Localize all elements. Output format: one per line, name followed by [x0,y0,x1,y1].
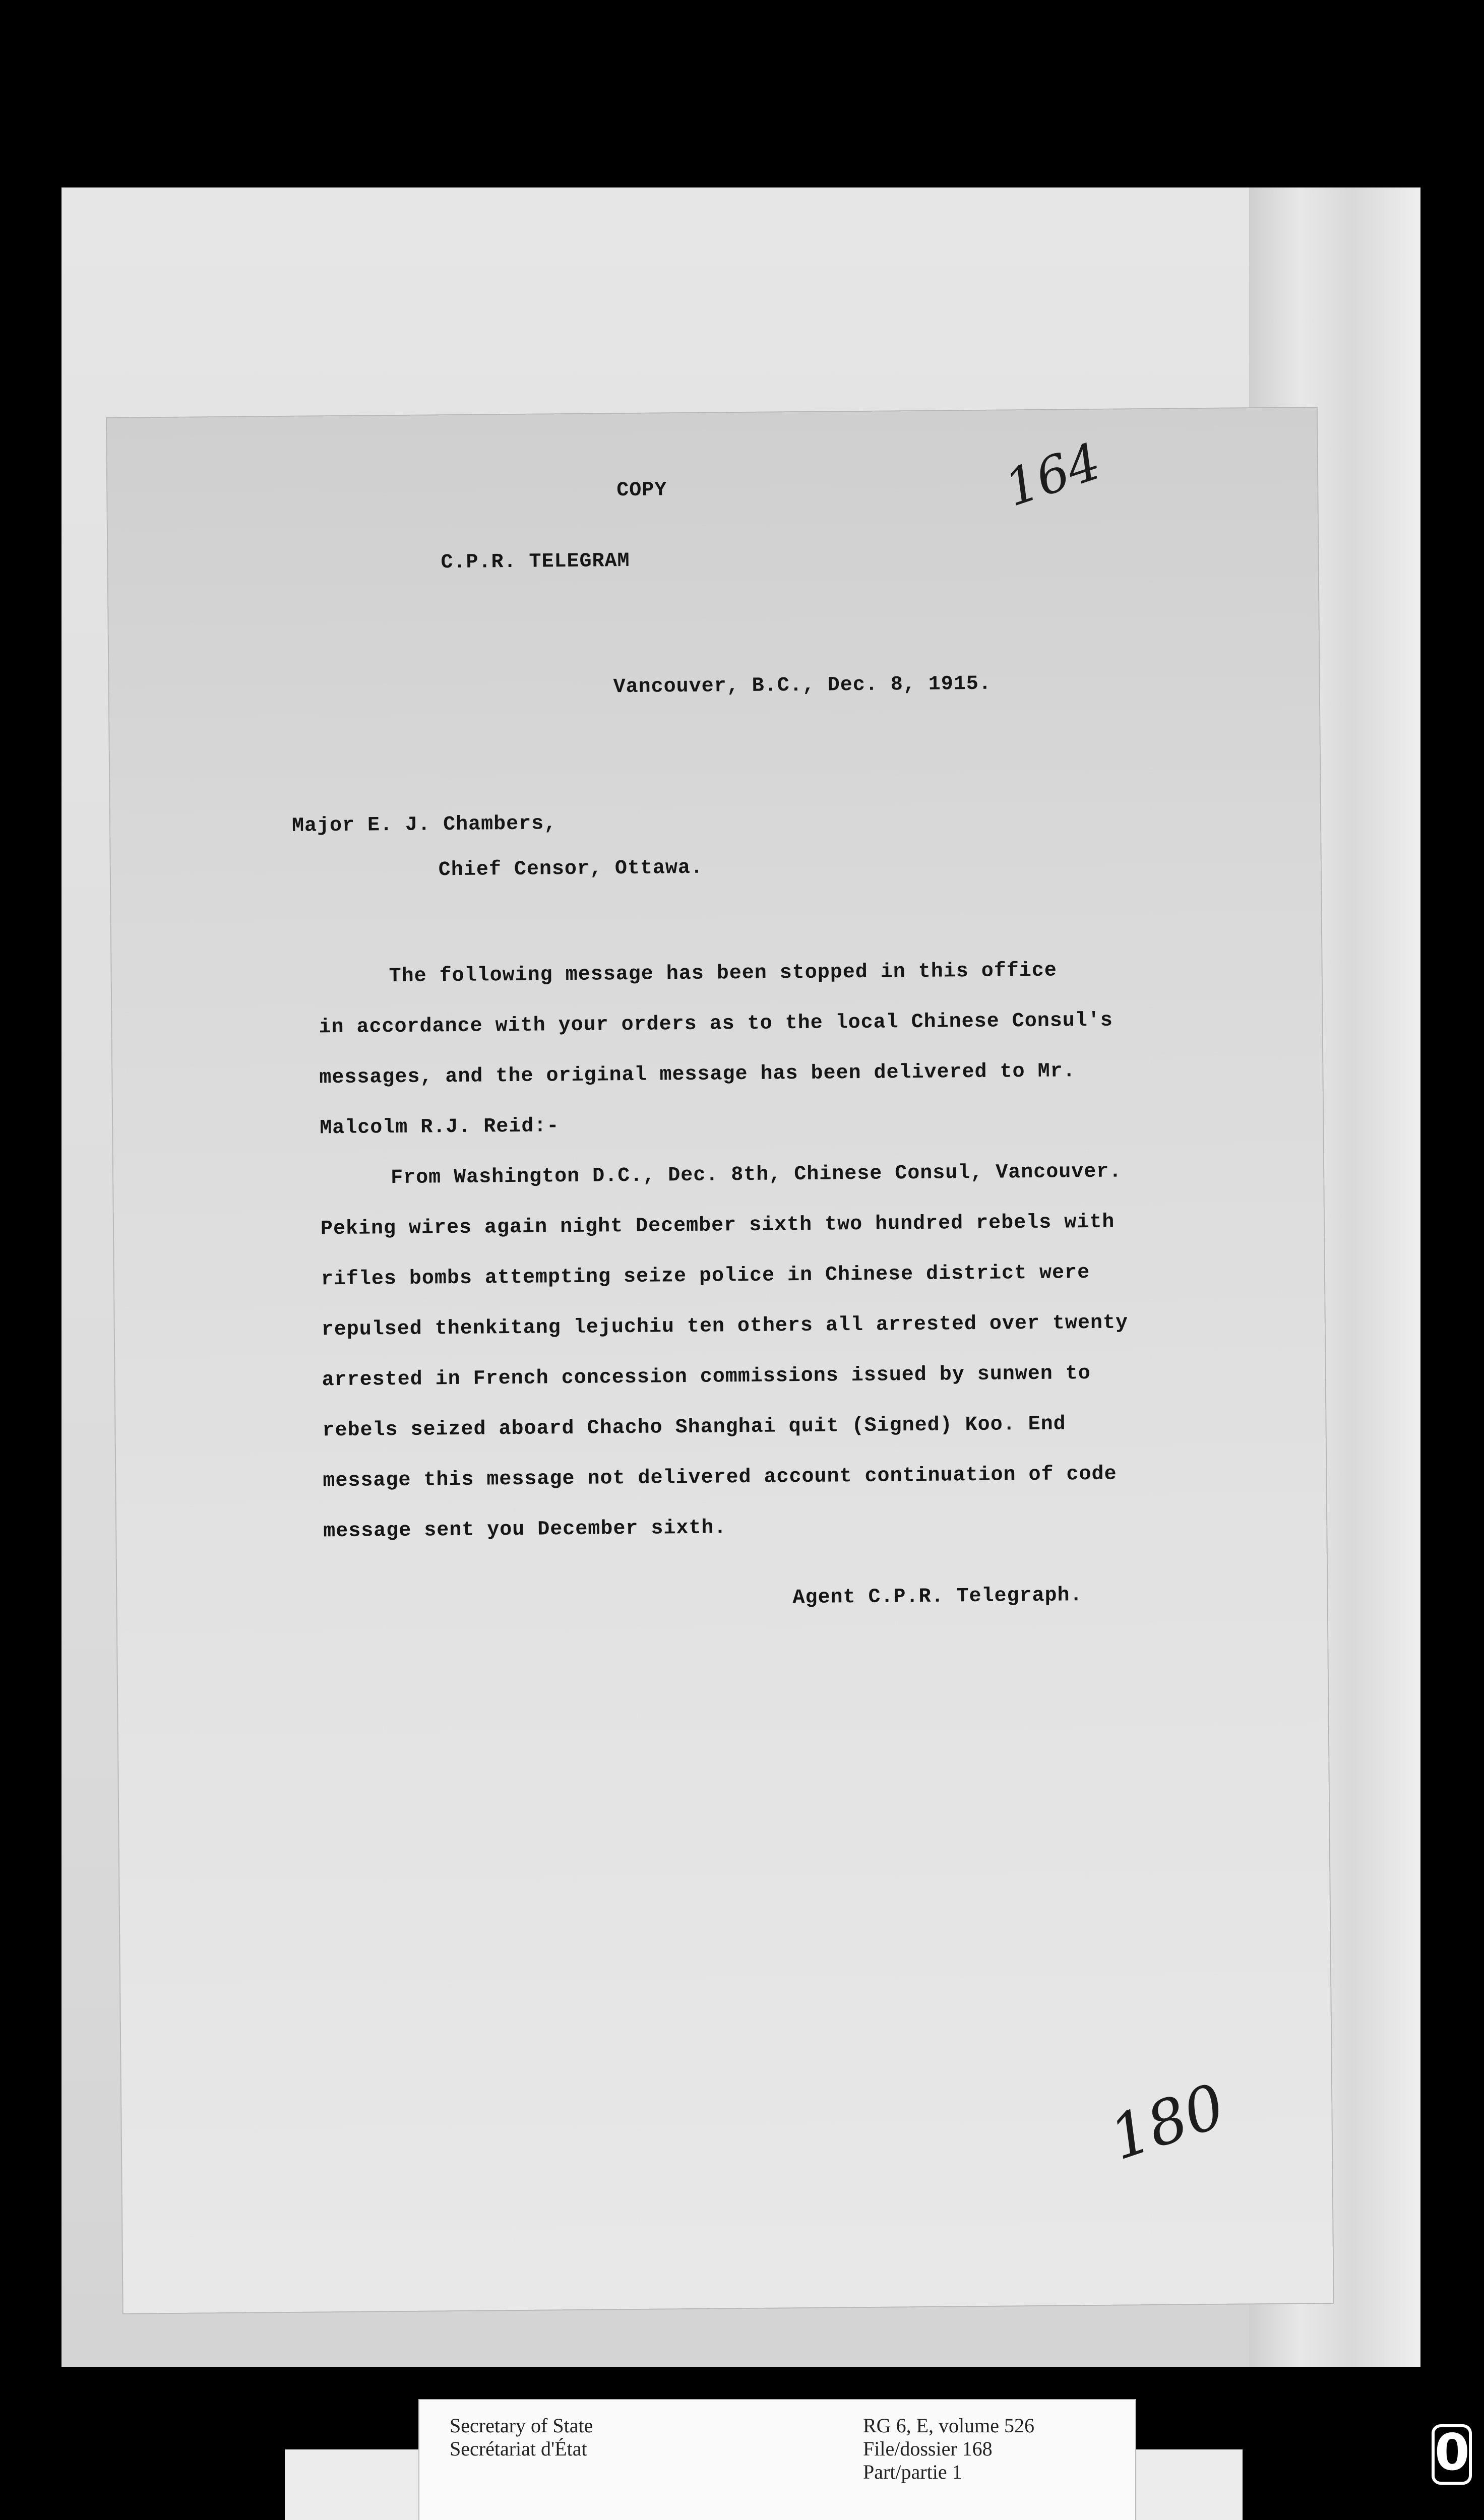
body-line: Malcolm R.J. Reid:- [320,1115,560,1140]
body-line: rebels seized aboard Chacho Shanghai quit (Signed) Koo. End [322,1413,1066,1442]
telegram-document [107,408,1333,2313]
body-line: message this message not delivered account continuation of code [323,1463,1117,1493]
file-dossier: File/dossier 168 [863,2437,993,2460]
body-line: messages, and the original message has been delivered to Mr. [319,1060,1076,1090]
record-group: RG 6, E, volume 526 [863,2414,1034,2437]
body-line: From Washington D.C., Dec. 8th, Chinese Consul, Vancouver. [390,1160,1122,1190]
addressee-name: Major E. J. Chambers, [291,812,557,838]
department-english: Secretary of State [450,2414,593,2437]
body-line: rifles bombs attempting seize police in Chinese district were [321,1262,1090,1291]
heading-copy: COPY [616,479,667,502]
body-line: Peking wires again night December sixth two hundred rebels with [320,1211,1115,1241]
signature: Agent C.P.R. Telegraph. [792,1584,1083,1610]
part-partie: Part/partie 1 [863,2461,962,2483]
body-line: in accordance with your orders as to the local Chinese Consul's [319,1009,1113,1039]
addressee-title: Chief Censor, Ottawa. [438,856,704,882]
body-line: repulsed thenkitang lejuchiu ten others all arrested over twenty [321,1311,1129,1342]
department-french: Secrétariat d'État [450,2437,587,2460]
body-line: arrested in French concession commissions issued by sunwen to [322,1362,1091,1392]
frame-marker: 0 [1432,2424,1472,2485]
heading-title: C.P.R. TELEGRAM [441,549,630,575]
archive-reference-label [418,2399,1136,2520]
handwritten-page-number: 180 [1101,2071,1233,2174]
body-line: The following message has been stopped in this office [389,959,1058,988]
dateline: Vancouver, B.C., Dec. 8, 1915. [613,672,992,699]
handwritten-folio: 164 [998,431,1108,518]
body-line: message sent you December sixth. [323,1517,727,1543]
